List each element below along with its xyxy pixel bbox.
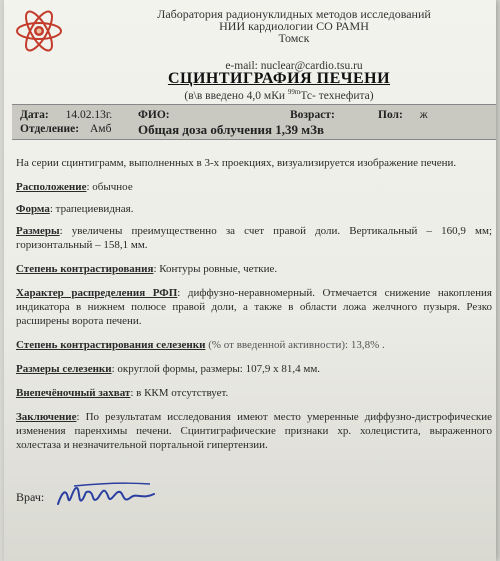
conclusion-value: : По результатам исследования имеют место умеренные диффузно-дистрофические изменения паренхимы печени. Сцинтиграфические признаки хр. холецистита, выраженного холестаза и незначительной портальной гипертензии. bbox=[16, 411, 492, 451]
extrahepatic-row bbox=[16, 386, 492, 400]
sex-value: ж bbox=[419, 109, 428, 121]
contrast-label: Степень контрастирования bbox=[16, 263, 154, 275]
age-field bbox=[290, 109, 335, 121]
report-subtitle bbox=[124, 88, 434, 102]
subtitle-pre: (в\в введено 4,0 мКи bbox=[184, 89, 288, 102]
sizes-value: : увеличены преимущественно за счет правой доли. Вертикальный – 160,9 мм; горизонтальный – 158,1 мм. bbox=[16, 225, 492, 251]
subtitle-sup: 99m bbox=[287, 88, 301, 96]
sex-label: Пол: bbox=[378, 109, 403, 121]
date-field bbox=[20, 109, 112, 121]
location-value: : обычное bbox=[86, 181, 133, 193]
report-intro: На серии сцинтиграмм, выполненных в 3-х проекциях, визуализируется изображение печени. bbox=[16, 157, 457, 169]
extrahepatic-label: Внепечёночный захват bbox=[16, 387, 131, 399]
form-label: Форма bbox=[16, 203, 50, 215]
extrahepatic-value: : в ККМ отсутствует. bbox=[130, 387, 229, 399]
institution-city: Томск bbox=[278, 31, 310, 45]
spleen-size-row bbox=[16, 362, 492, 376]
location-label: Расположение bbox=[16, 181, 87, 193]
contrast-row bbox=[16, 262, 492, 276]
conclusion-label: Заключение bbox=[16, 411, 77, 423]
report-sheet bbox=[4, 0, 496, 561]
form-row bbox=[16, 202, 492, 216]
fio-field bbox=[138, 109, 170, 121]
spleen-contrast-row bbox=[16, 338, 492, 352]
spleen-contrast-value: (% от введенной активности): 13,8% . bbox=[205, 339, 385, 351]
atom-logo-icon bbox=[14, 6, 64, 56]
report-title: СЦИНТИГРАФИЯ ПЕЧЕНИ bbox=[167, 70, 391, 87]
rfp-row bbox=[16, 286, 492, 328]
subtitle-post: Тс- технефита) bbox=[300, 89, 374, 102]
institution-lab: Лаборатория радионуклидных методов исследований bbox=[157, 7, 431, 21]
institution-header bbox=[154, 8, 434, 44]
sizes-label: Размеры bbox=[16, 225, 60, 237]
sizes-row bbox=[16, 224, 492, 252]
patient-info-band bbox=[12, 104, 496, 140]
dept-value: Амб bbox=[89, 123, 112, 135]
contact-email: e-mail: nuclear@cardio.tsu.ru bbox=[225, 60, 363, 72]
spleen-size-label: Размеры селезенки bbox=[16, 363, 112, 375]
institution-name: НИИ кардиологии СО РАМН bbox=[219, 19, 369, 33]
handwritten-signature-icon bbox=[54, 478, 164, 514]
age-label: Возраст: bbox=[290, 109, 335, 121]
total-dose: Общая доза облучения 1,39 мЗв bbox=[138, 122, 324, 137]
conclusion-row bbox=[16, 410, 492, 452]
sex-field bbox=[378, 109, 428, 121]
rfp-label: Характер распределения РФП bbox=[16, 287, 178, 299]
spleen-contrast-label: Степень контрастирования селезенки bbox=[16, 339, 206, 351]
location-row bbox=[16, 180, 492, 194]
rfp-value: : диффузно-неравномерный. Отмечается снижение накопления индикатора в нижнем полюсе правой доли, а также в области ложа желчного пузыря. Резко расширены ворота печени. bbox=[16, 287, 492, 327]
dept-label: Отделение: bbox=[20, 123, 80, 135]
date-value: 14.02.13г. bbox=[65, 109, 113, 121]
contrast-value: : Контуры ровные, четкие. bbox=[153, 263, 278, 275]
dept-field bbox=[20, 123, 111, 135]
form-value: : трапециевидная. bbox=[49, 203, 134, 215]
fio-label: ФИО: bbox=[138, 109, 170, 121]
doctor-label: Врач: bbox=[16, 490, 45, 504]
spleen-size-value: : округлой формы, размеры: 107,9 х 81,4 мм. bbox=[111, 363, 321, 375]
date-label: Дата: bbox=[20, 109, 49, 121]
